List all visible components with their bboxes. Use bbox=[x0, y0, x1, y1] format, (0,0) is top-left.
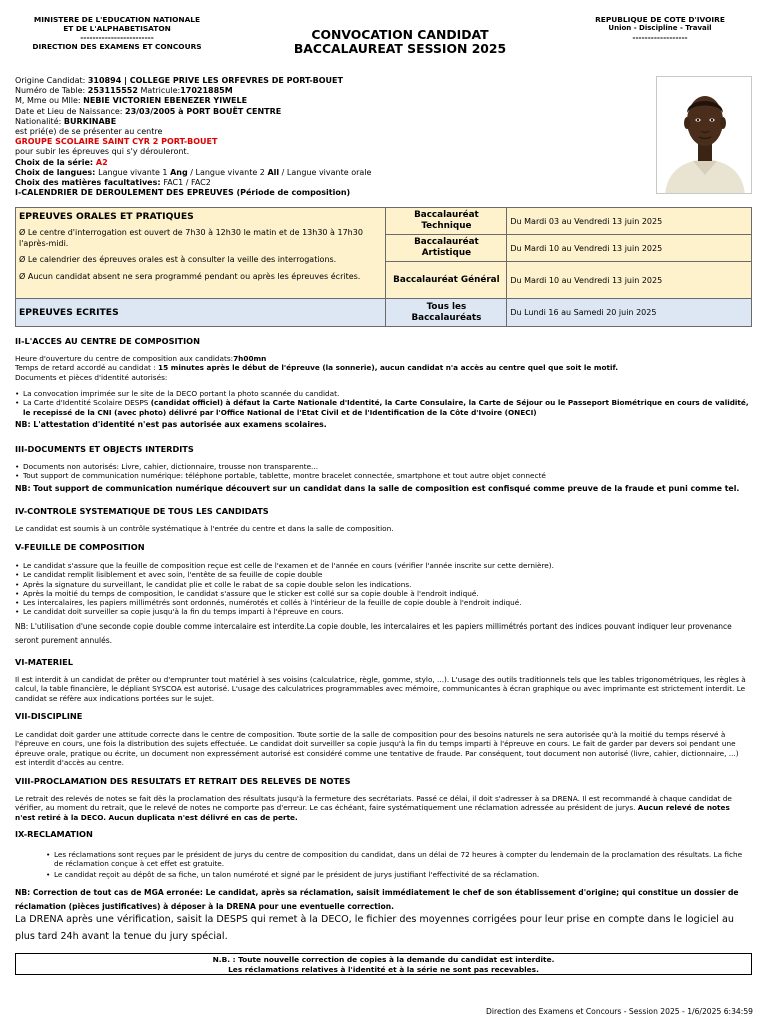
section-2-list bbox=[15, 389, 752, 417]
section-8-title: VIII-PROCLAMATION DES RESULTATS ET RETRAIT DES RELEVES DE NOTES bbox=[15, 776, 351, 786]
section-5-list bbox=[15, 561, 752, 617]
origine-value: 310894 | COLLEGE PRIVE LES ORFEVRES DE PORT-BOUET bbox=[87, 76, 343, 85]
delay-row: Temps de retard accordé au candidat : 15 minutes après le début de l'épreuve (la sonnerie), aucun candidat n'a accès au centre quel que soit le motif. bbox=[15, 363, 619, 373]
candidate-info bbox=[15, 76, 655, 198]
facultatives-value: FAC1 / FAC2 bbox=[163, 178, 211, 188]
section-5-nb: NB: L'utilisation d'une seconde copie double comme intercalaire est interdite.La copie double, les intercalaires et les papiers millimétrés portant des indices pouvant indiquer leur provenance seront purement annulés. bbox=[15, 622, 732, 645]
list-item: • Tout support de communication numérique: téléphone portable, tablette, montre bracelet connectée, smartphone et tout autre objet connecté bbox=[15, 471, 752, 480]
facultatives-row: Choix des matières facultatives: FAC1 / FAC2 bbox=[15, 178, 211, 188]
section-4-text: Le candidat est soumis à un contrôle systématique à l'entrée du centre et dans la salle de composition. bbox=[15, 524, 394, 533]
table-row: Numéro de Table: 253115552 Matricule:17021885M bbox=[15, 86, 233, 96]
opening-row: Heure d'ouverture du centre de composition aux candidats:7h00mn bbox=[15, 354, 267, 363]
opening-value: 7h00mn bbox=[233, 354, 267, 363]
exam-dates: Du Mardi 10 au Vendredi 13 juin 2025 bbox=[507, 262, 752, 299]
calendar-title: I-CALENDRIER DE DEROULEMENT DES EPREUVES (Période de composition) bbox=[15, 188, 351, 198]
table-number: 253115552 bbox=[87, 86, 138, 96]
direction-line: DIRECTION DES EXAMENS ET CONCOURS bbox=[32, 42, 202, 51]
oral-line: Ø Le centre d'interrogation est ouvert de 7h30 à 12h30 le matin et de 13h30 à 17h30 l'après-midi. bbox=[19, 228, 363, 248]
candidate-photo bbox=[656, 76, 752, 194]
list-item: • Après la moitié du temps de composition, le candidat s'assure que le sticker est collé sur sa copie double à l'endroit indiqué. bbox=[15, 589, 752, 598]
oral-line: Ø Aucun candidat absent ne sera programmé pendant ou après les épreuves écrites. bbox=[19, 271, 361, 281]
section-7-title: VII-DISCIPLINE bbox=[15, 711, 83, 721]
written-title: EPREUVES ECRITES bbox=[16, 299, 386, 327]
serie-row: Choix de la série: A2 bbox=[15, 157, 108, 167]
matricule-value: 17021885M bbox=[180, 86, 233, 96]
table-row bbox=[16, 299, 752, 327]
notice-line-1: N.B. : Toute nouvelle correction de copies à la demande du candidat est interdite. bbox=[212, 955, 555, 964]
list-item: • Les intercalaires, les papiers millimétrés sont ordonnés, numérotés et collés à l'intérieur de la feuille de copie double à l'endroit indiqué. bbox=[15, 598, 752, 607]
list-item: • Les réclamations sont reçues par le président de jurys du centre de composition du candidat, dans un délai de 72 heures à compter du lendemain de la proclamation des résultats. La fiche de réclamation conçue à cet effet est gratuite. bbox=[46, 850, 752, 869]
list-item: • La Carte d'Identité Scolaire DESPS (candidat officiel) à défaut la Carte Nationale d'Identité, la Carte Consulaire, la Carte de Séjour ou le Passeport Biométrique en cours de validité, le recepissé de la CNI (avec photo) délivré par l'Office National de l'Etat Civil et de l'Identification de la Côte d'Ivoire (ONECI) bbox=[15, 398, 752, 417]
table-row bbox=[16, 208, 752, 235]
candidate-photo-image bbox=[657, 77, 752, 194]
candidate-name: NEBIE VICTORIEN EBENEZER YIWELE bbox=[83, 96, 248, 106]
section-6-title: VI-MATERIEL bbox=[15, 657, 73, 667]
section-5-title: V-FEUILLE DE COMPOSITION bbox=[15, 542, 145, 552]
serie-value: A2 bbox=[95, 157, 108, 167]
schedule-table bbox=[15, 207, 752, 327]
birth-value: 23/03/2005 à PORT BOUËT CENTRE bbox=[125, 106, 282, 116]
section-2-title: II-L'ACCES AU CENTRE DE COMPOSITION bbox=[15, 336, 200, 346]
notice-line-2: Les réclamations relatives à l'identité et à la série ne sont pas recevables. bbox=[228, 965, 539, 974]
title-line-2: BACCALAUREAT SESSION 2025 bbox=[293, 41, 507, 56]
notice-box bbox=[15, 953, 752, 975]
subir-text: pour subir les épreuves qui s'y dérouleront. bbox=[15, 147, 190, 157]
list-item: • La convocation imprimée sur le site de la DECO portant la photo scannée du candidat. bbox=[15, 389, 752, 398]
page-footer: Direction des Examens et Concours - Session 2025 - 1/6/2025 6:34:59 bbox=[486, 1007, 753, 1016]
ministry-header bbox=[18, 15, 216, 51]
section-8-bold: Aucun relevé de notes n'est retiré à la DECO. Aucun duplicata n'est délivré en cas de perte. bbox=[15, 803, 730, 822]
section-2-nb: NB: L'attestation d'identité n'est pas autorisée aux examens scolaires. bbox=[15, 420, 327, 429]
oral-cell bbox=[16, 208, 386, 299]
list-item: • Le candidat s'assure que la feuille de composition reçue est celle de l'examen et de l'année en cours (vérifier l'année inscrite sur cette dernière). bbox=[15, 561, 752, 570]
republic-line-1: REPUBLIQUE DE COTE D'IVOIRE bbox=[595, 15, 725, 24]
document-title bbox=[250, 28, 550, 56]
ministry-separator: ------------------------ bbox=[80, 33, 154, 42]
list-item: • Le candidat doit surveiller sa copie jusqu'à la fin du temps imparti à l'épreuve en cours. bbox=[15, 607, 752, 616]
section-3-nb: NB: Tout support de communication numérique découvert sur un candidat dans la salle de composition est confisqué comme preuve de la fraude et puni comme tel. bbox=[15, 484, 740, 493]
section-3-list bbox=[15, 462, 752, 481]
section-3-title: III-DOCUMENTS ET OBJECTS INTERDITS bbox=[15, 444, 194, 454]
exam-dates: Du Mardi 03 au Vendredi 13 juin 2025 bbox=[507, 208, 752, 235]
written-dates: Du Lundi 16 au Samedi 20 juin 2025 bbox=[507, 299, 752, 327]
section-6-text: Il est interdit à un candidat de prêter ou d'emprunter tout matériel à ses voisins (calculatrice, règle, gomme, stylo, ...). L'usage des outils traditionnels tels que les tables trigonométriques, les règles à calcul, la table financière, le dépliant SYSCOA est autorisé. L'usage des calculatrices programmables avec mémoire, communicantes à écran graphique ou avec imprimante est strictement interdit. Le candidat se réfère aux indications portées sur le sujet. bbox=[15, 675, 746, 703]
nationality-value: BURKINABE bbox=[63, 116, 117, 126]
list-item: • Documents non autorisés: Livre, cahier, dictionnaire, trousse non transparente... bbox=[15, 462, 752, 471]
ministry-line-1: MINISTERE DE L'EDUCATION NATIONALE bbox=[33, 15, 201, 24]
republic-motto: Union - Discipline - Travail bbox=[608, 24, 712, 32]
written-exam: Tous les Baccalauréats bbox=[386, 299, 507, 327]
oral-title: EPREUVES ORALES ET PRATIQUES bbox=[19, 211, 194, 222]
drena-text: La DRENA après une vérification, saisit la DESPS qui remet à la DECO, le fichier des moyennes corrigées pour leur prise en compte dans le logiciel au plus tard 24h avant la tenue du jury spécial. bbox=[15, 914, 734, 942]
section-9-nb: NB: Correction de tout cas de MGA erronée: Le candidat, après sa réclamation, saisit immédiatement le chef de son établissement d'origine; qui constitue un dossier de réclamation (pièces justificatives) à déposer à la DRENA pour une eventuelle correction. bbox=[15, 888, 739, 911]
nationality-row: Nationalité: BURKINABE bbox=[15, 116, 117, 126]
oral-line: Ø Le calendrier des épreuves orales est à consulter la veille des interrogations. bbox=[19, 255, 337, 264]
origine-row: Origine Candidat: 310894 | COLLEGE PRIVE LES ORFEVRES DE PORT-BOUET bbox=[15, 76, 343, 85]
section-4-title: IV-CONTROLE SYSTEMATIQUE DE TOUS LES CANDIDATS bbox=[15, 506, 269, 516]
republic-header bbox=[578, 15, 742, 42]
exam-name: Baccalauréat Technique bbox=[386, 208, 507, 235]
republic-separator: ------------------ bbox=[632, 33, 688, 42]
section-8-text: Le retrait des relevés de notes se fait dès la proclamation des résultats jusqu'à la fermeture des secrétariats. Passé ce délai, il doit s'adresser à sa DRENA. Il est recommandé à chaque candidat de vérifier, au moment du retrait, que le relevé de notes ne comporte pas d'erreur. Le cas échéant, faire systématiquement une réclamation adressée au président de jurys. Aucun relevé de notes n'est retiré à la DECO. Aucun duplicata n'est délivré en cas de perte. bbox=[15, 794, 732, 822]
ministry-line-2: ET DE L'ALPHABETISATON bbox=[63, 24, 171, 33]
list-item: • Le candidat remplit lisiblement et avec soin, l'entête de sa feuille de copie double bbox=[15, 570, 752, 579]
delay-value: 15 minutes après le début de l'épreuve (la sonnerie), aucun candidat n'a accès au centre quel que soit le motif. bbox=[158, 363, 619, 373]
section-9-title: IX-RECLAMATION bbox=[15, 829, 93, 839]
exam-name: Baccalauréat Général bbox=[386, 262, 507, 299]
exam-dates: Du Mardi 10 au Vendredi 13 juin 2025 bbox=[507, 235, 752, 262]
section-9-list bbox=[46, 850, 752, 879]
docs-label: Documents et pièces d'identité autorisés: bbox=[15, 372, 168, 382]
title-line-1: CONVOCATION CANDIDAT bbox=[311, 27, 489, 42]
lv2-value: All bbox=[267, 167, 280, 177]
birth-row: Date et Lieu de Naissance: 23/03/2005 à PORT BOUËT CENTRE bbox=[15, 106, 282, 116]
langues-row: Choix de langues: Langue vivante 1 Ang / Langue vivante 2 All / Langue vivante orale bbox=[15, 167, 372, 177]
list-item: • Après la signature du surveillant, le candidat plie et colle le rabat de sa copie double selon les indications. bbox=[15, 580, 752, 589]
list-item: • Le candidat reçoit au dépôt de sa fiche, un talon numéroté et signé par le président de jurys justifiant l'effectivité de sa réclamation. bbox=[46, 870, 752, 879]
section-2-text bbox=[15, 354, 752, 382]
exam-name: Baccalauréat Artistique bbox=[386, 235, 507, 262]
lv1-value: Ang bbox=[170, 167, 188, 177]
name-row: M, Mme ou Mlle: NEBIE VICTORIEN EBENEZER YIWELE bbox=[15, 96, 248, 106]
invite-text: est prié(e) de se présenter au centre bbox=[15, 127, 163, 137]
section-7-text: Le candidat doit garder une attitude correcte dans le centre de composition. Toute sortie de la salle de composition pour des besoins naturels ne sera autorisée qu'à la moitié du temps réservé à l'épreuve en cours, une fois la distribution des sujets effectuée. Le candidat doit surveiller sa copie jusqu'à la fin du temps imparti à l'épreuve en cours. Le fait de garder par devers soi pendant une épreuve orale, pratique ou écrite, un document non expressément autorisé est considéré comme une tentative de fraude. Par conséquent, tout document non autorisé (livre, cahier, dictionnaire, ...) est interdit d'accès au centre. bbox=[15, 730, 739, 767]
exam-centre: GROUPE SCOLAIRE SAINT CYR 2 PORT-BOUET bbox=[15, 137, 218, 147]
